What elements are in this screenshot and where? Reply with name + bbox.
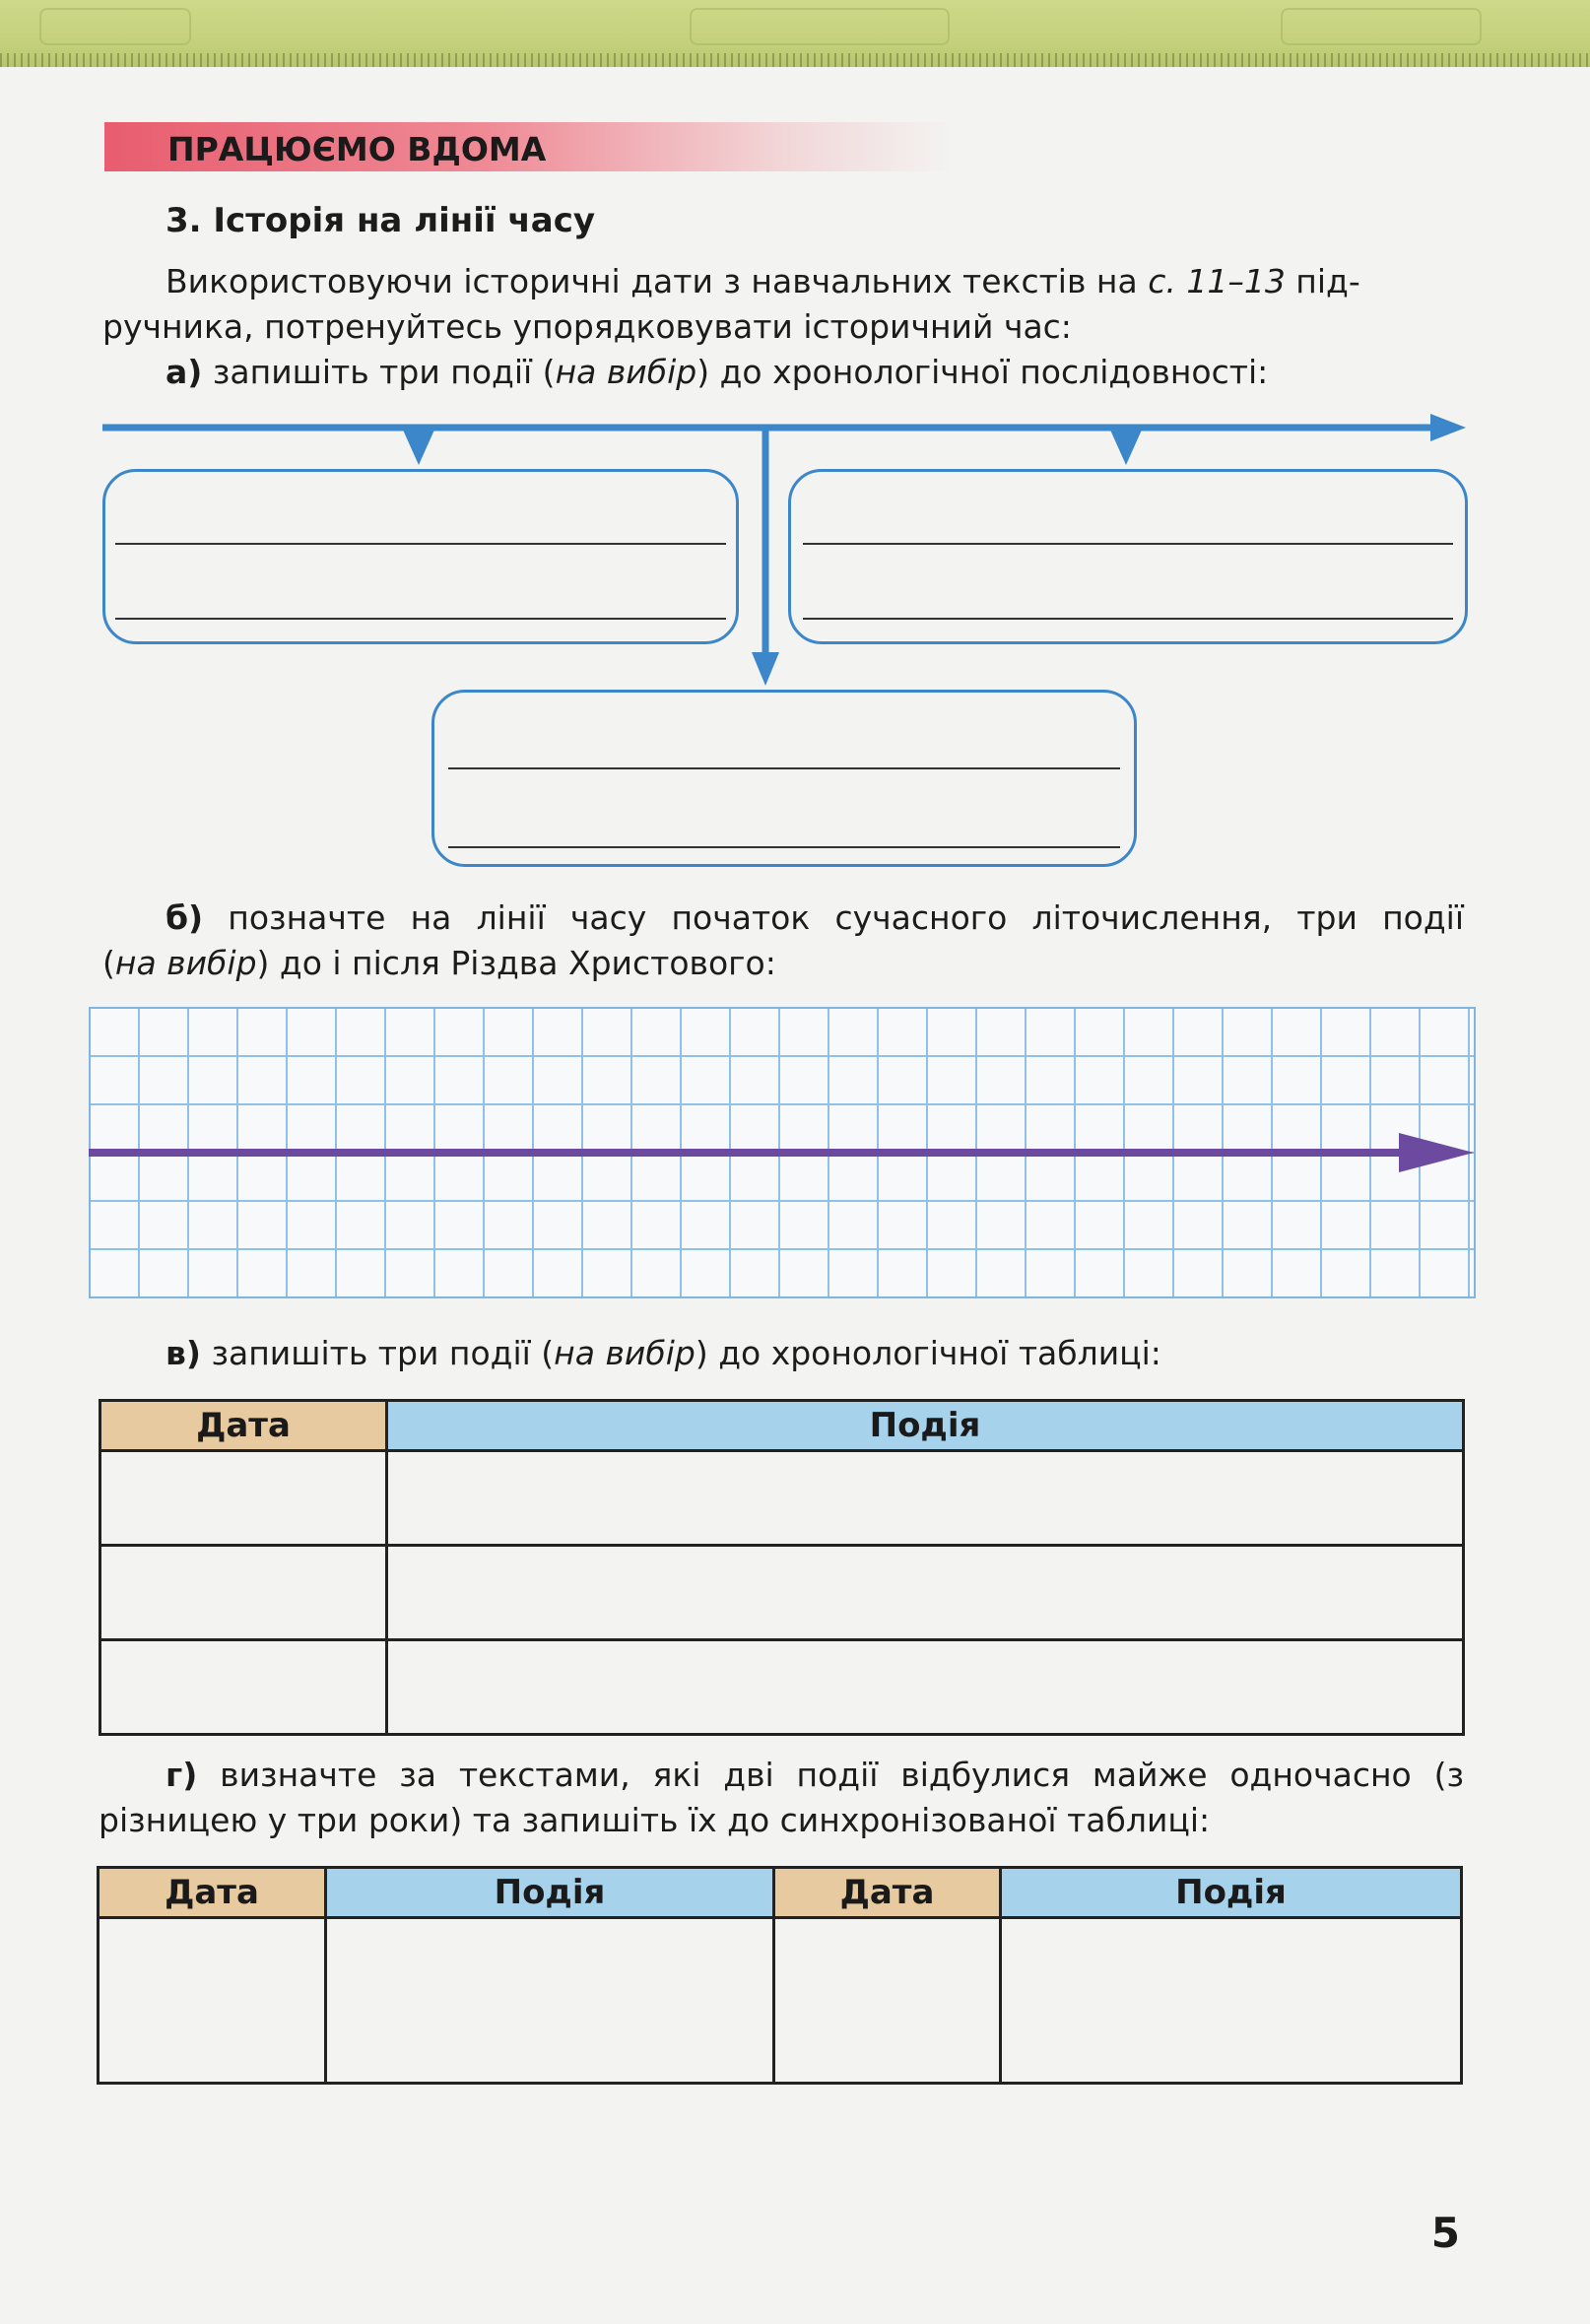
chrono-date-header: Дата — [100, 1401, 387, 1451]
section-header-label: ПРАЦЮЄМО ВДОМА — [167, 130, 547, 168]
intro-text-end: під- — [1285, 262, 1360, 300]
task-b-text: позначте на лінії часу початок сучасного літочислення, три події — [203, 898, 1464, 937]
task-a-text-end: ) до хронологічної послідовності: — [696, 353, 1269, 391]
page-reference: с. 11–13 — [1148, 262, 1286, 300]
task-c-instruction — [166, 1330, 1486, 1376]
intro-line-2: ручника, потренуйтесь упорядковувати історичний час: — [102, 307, 1072, 346]
task-d-instruction-line-1 — [166, 1752, 1464, 1798]
intro-text: Використовуючи історичні дати з навчальних текстів на — [166, 262, 1149, 300]
task-c-text-end: ) до хронологічної таблиці: — [695, 1334, 1161, 1372]
chrono-event-header: Подія — [387, 1401, 1464, 1451]
task-b-choice: на вибір — [114, 944, 257, 982]
chrono-date-cell[interactable] — [100, 1451, 387, 1546]
task-a-choice: на вибір — [555, 353, 697, 391]
chrono-event-cell[interactable] — [387, 1546, 1464, 1640]
chronological-table — [99, 1399, 1465, 1736]
task-b-text-end: ) до і після Різдва Христового: — [256, 944, 776, 982]
exercise-title: 3. Історія на лінії часу — [166, 201, 596, 240]
synchronized-table — [97, 1866, 1463, 2085]
task-d-letter: г) — [166, 1756, 198, 1794]
sync-event-header-1: Подія — [326, 1868, 774, 1918]
sync-date-header-1: Дата — [99, 1868, 326, 1918]
chrono-event-cell[interactable] — [387, 1640, 1464, 1735]
paren-open: ( — [102, 944, 115, 982]
sync-event-header-2: Подія — [1001, 1868, 1462, 1918]
chrono-date-cell[interactable] — [100, 1640, 387, 1735]
chrono-event-cell[interactable] — [387, 1451, 1464, 1546]
chrono-date-cell[interactable] — [100, 1546, 387, 1640]
sync-date-cell-2[interactable] — [774, 1918, 1001, 2084]
sync-date-header-2: Дата — [774, 1868, 1001, 1918]
task-c-letter: в) — [166, 1334, 201, 1372]
purple-timeline-arrow-head — [1399, 1133, 1474, 1172]
task-a-text: запишіть три події ( — [202, 353, 556, 391]
sync-event-cell-1[interactable] — [326, 1918, 774, 2084]
task-c-choice: на вибір — [554, 1334, 696, 1372]
task-c-text: запишіть три події ( — [200, 1334, 555, 1372]
task-d-instruction-line-2: різницею у три роки) та запишіть їх до синхронізованої таблиці: — [99, 1801, 1211, 1839]
task-a-letter: а) — [166, 353, 203, 391]
page-number: 5 — [1430, 2209, 1460, 2257]
sync-date-cell-1[interactable] — [99, 1918, 326, 2084]
task-d-text: визначте за текстами, які дві події відбулися майже одночасно (з — [197, 1756, 1464, 1794]
sync-event-cell-2[interactable] — [1001, 1918, 1462, 2084]
task-b-letter: б) — [166, 898, 204, 937]
